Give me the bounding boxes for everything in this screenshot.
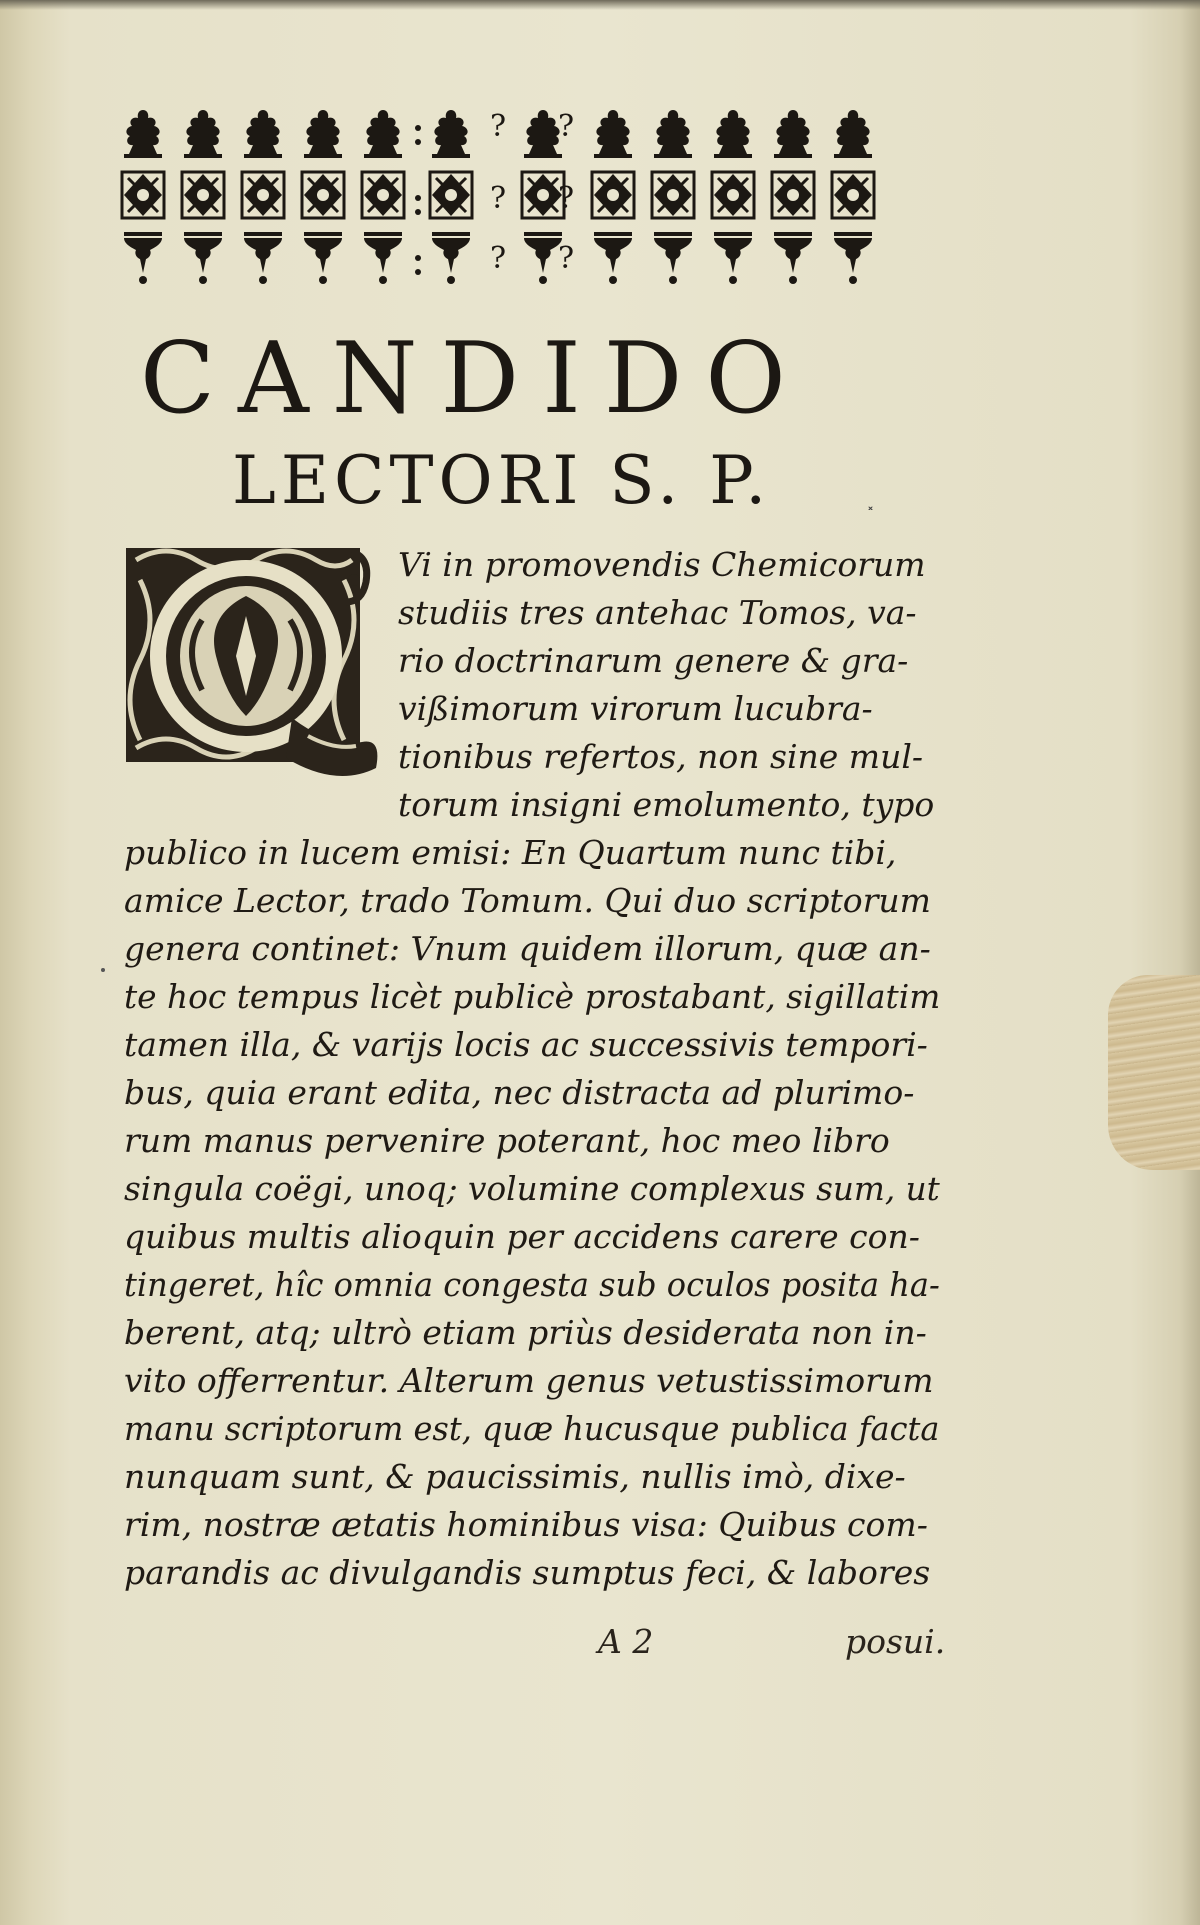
svg-text:?: ? [490, 109, 507, 144]
signature-mark: A 2 [598, 1622, 654, 1661]
body-line: tingeret, hîc omnia congesta sub oculos posita ha- [124, 1265, 940, 1304]
catchword: posui. [845, 1622, 946, 1661]
body-line: tamen illa, & varijs locis ac successivis tempori- [124, 1025, 928, 1064]
title-line-1: CANDIDO [140, 322, 809, 436]
paper-bookmark [1108, 975, 1200, 1170]
body-line: genera continet: Vnum quidem illorum, quæ an- [124, 929, 931, 968]
body-line: vito offerrentur. Alterum genus vetustissimorum [124, 1361, 934, 1400]
body-line: publico in lucem emisi: En Quartum nunc tibi, [124, 833, 897, 872]
ornament-band [118, 98, 918, 292]
body-line: studiis tres antehac Tomos, va- [398, 593, 917, 632]
svg-text:?: ? [558, 241, 575, 276]
svg-text:?: ? [490, 181, 507, 216]
body-line: nunquam sunt, & paucissimis, nullis imò, dixe- [124, 1457, 906, 1496]
body-line: amice Lector, trado Tomum. Qui duo scriptorum [124, 881, 931, 920]
svg-text:?: ? [558, 109, 575, 144]
decorated-initial [122, 540, 384, 808]
title-line-2: LECTORI S. P. [232, 442, 772, 519]
stray-mark: ˟ [866, 505, 875, 526]
body-line: Vi in promovendis Chemicorum [398, 545, 926, 584]
body-line: rio doctrinarum genere & gra- [398, 641, 909, 680]
body-line: parandis ac divulgandis sumptus feci, & labores [124, 1553, 931, 1592]
svg-text:?: ? [490, 241, 507, 276]
svg-text:?: ? [558, 181, 575, 216]
body-line: quibus multis alioquin per accidens carere con- [124, 1217, 920, 1256]
body-line: rum manus pervenire poterant, hoc meo libro [124, 1121, 890, 1160]
body-line: bus, quia erant edita, nec distracta ad plurimo- [124, 1073, 915, 1112]
page-edge-shadow [0, 0, 1200, 10]
body-line: torum insigni emolumento, typo [398, 785, 935, 824]
body-line: manu scriptorum est, quæ hucusque publica facta [124, 1409, 940, 1448]
body-line: te hoc tempus licèt publicè prostabant, sigillatim [124, 977, 941, 1016]
ink-speck [101, 968, 105, 972]
body-line: berent, atq; ultrò etiam priùs desiderata non in- [124, 1313, 927, 1352]
body-line: vißimorum virorum lucubra- [398, 689, 873, 728]
body-line: singula coëgi, unoq; volumine complexus sum, ut [124, 1169, 940, 1208]
body-line: tionibus refertos, non sine mul- [398, 737, 924, 776]
body-line: rim, nostræ ætatis hominibus visa: Quibus com- [124, 1505, 928, 1544]
